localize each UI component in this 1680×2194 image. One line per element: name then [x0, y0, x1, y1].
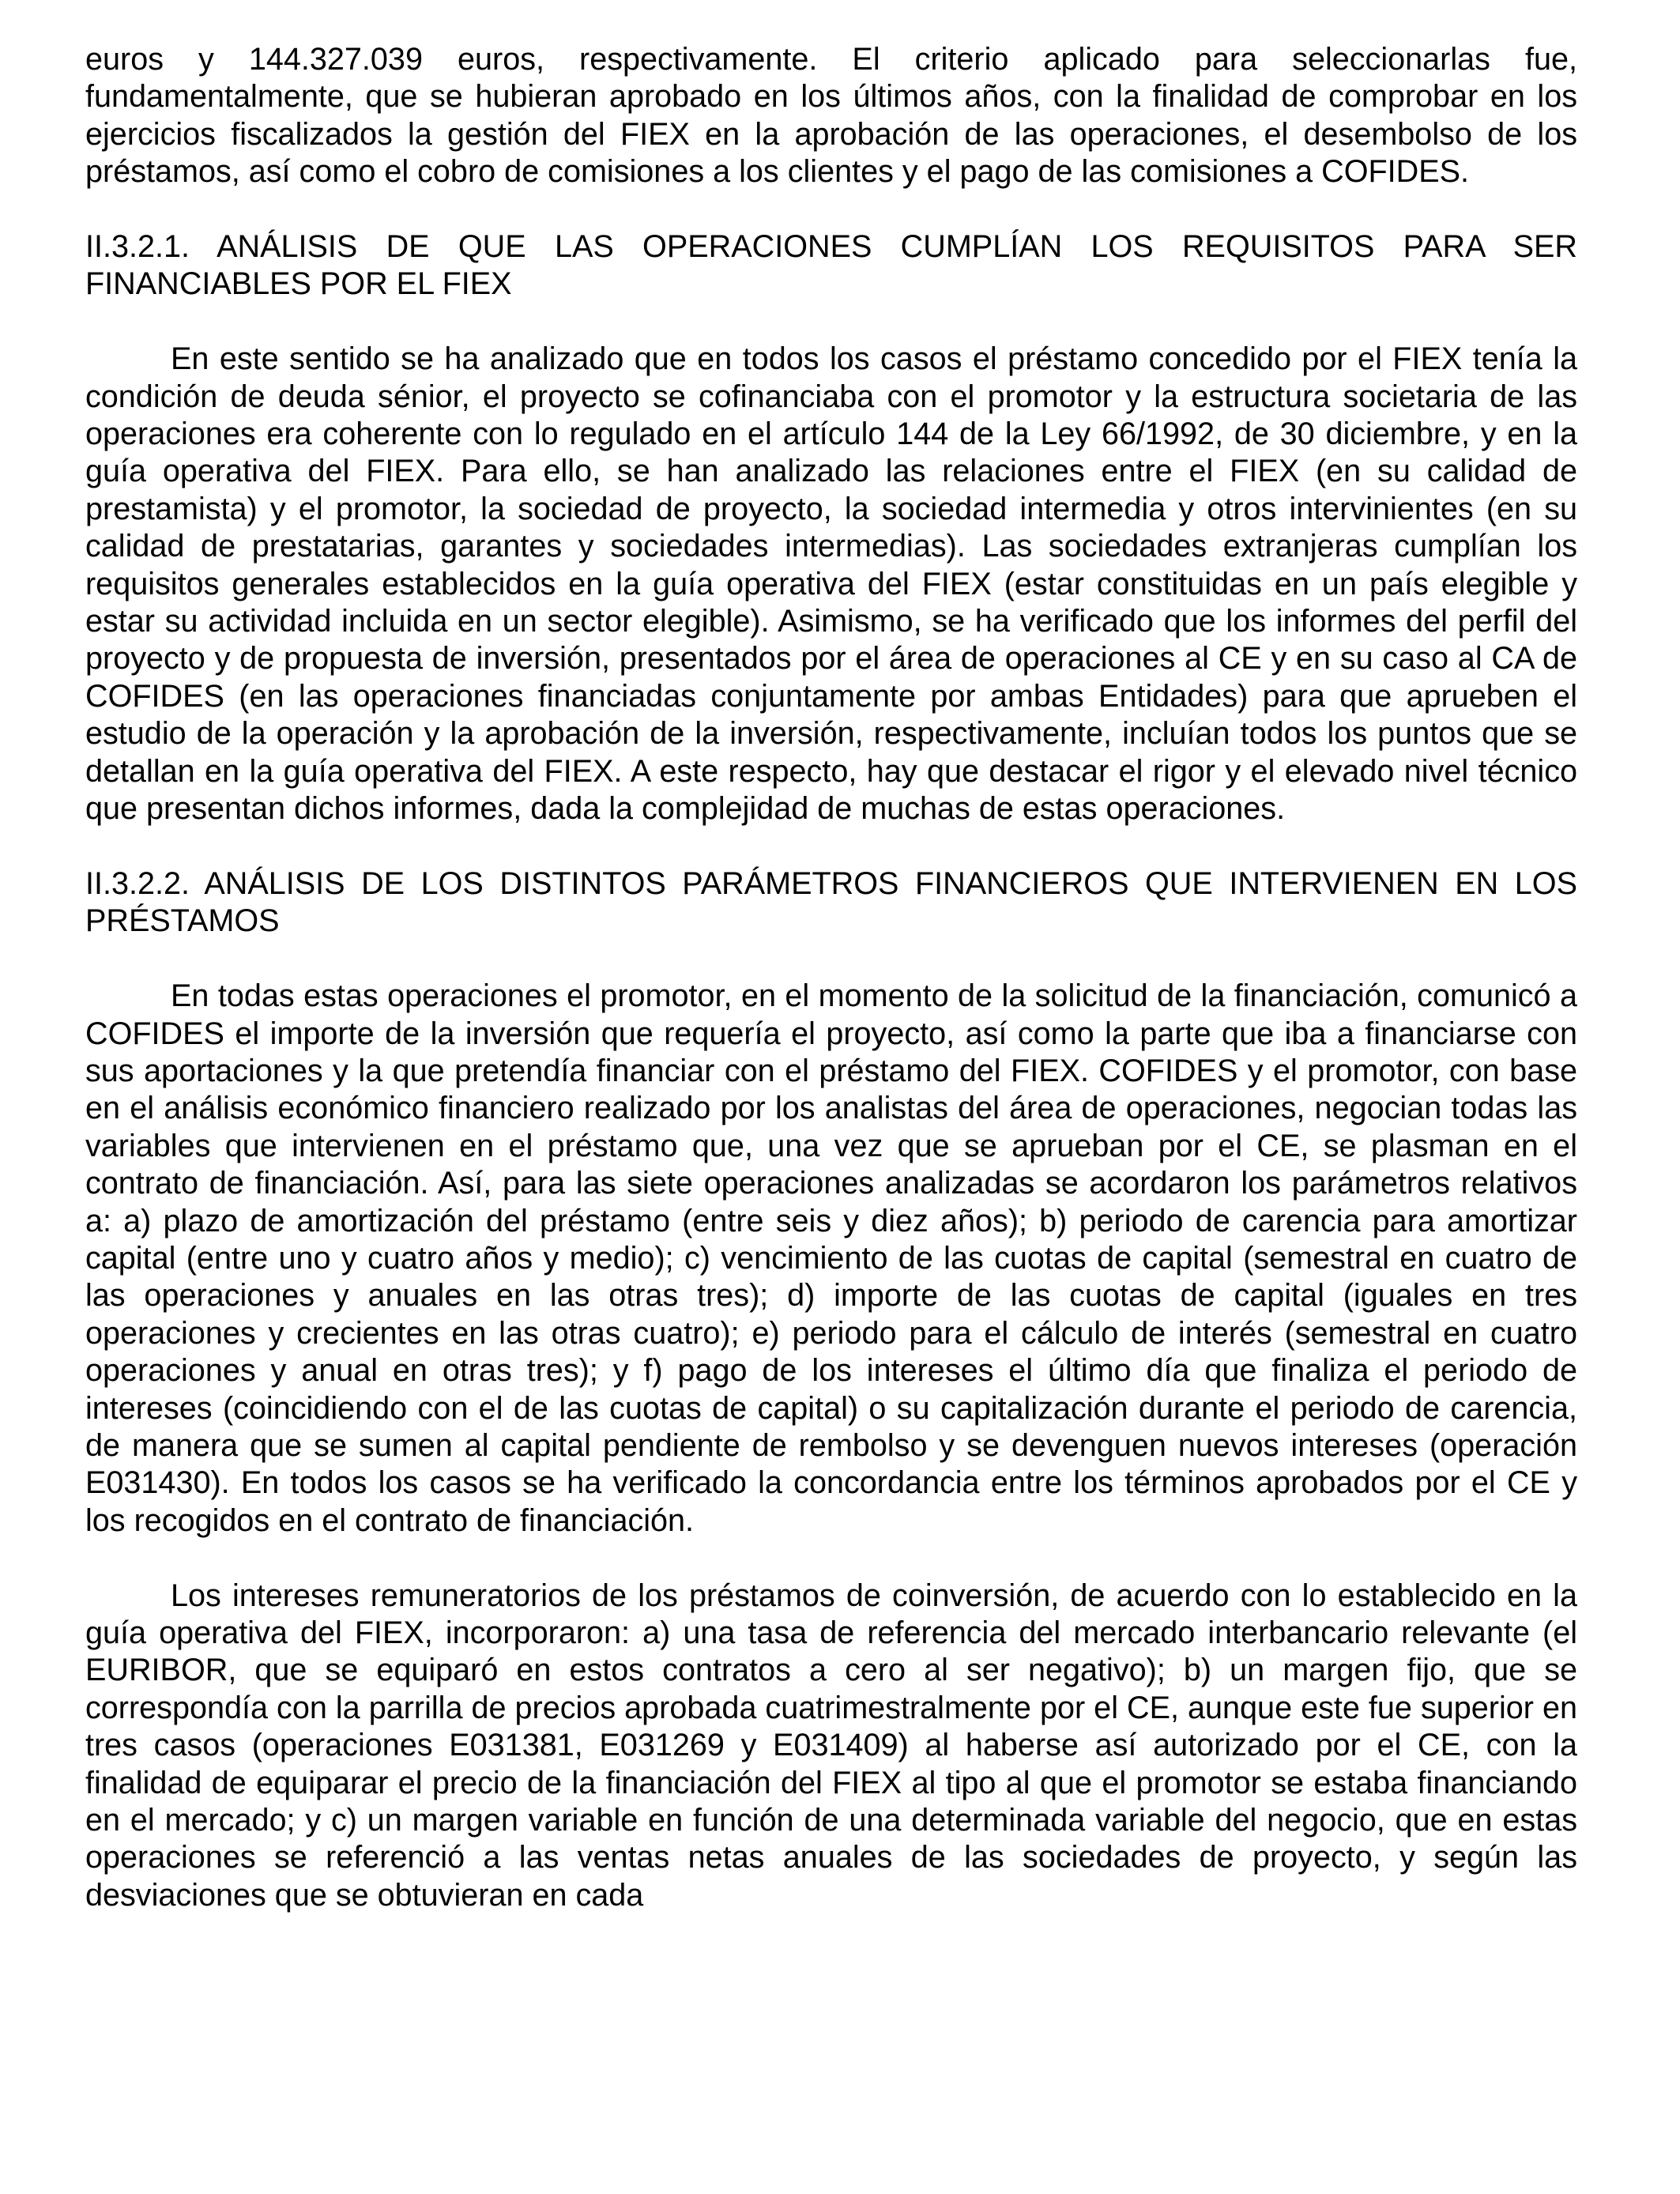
section-heading-ii-3-2-1: II.3.2.1. ANÁLISIS DE QUE LAS OPERACIONES CUMPLÍAN LOS REQUISITOS PARA SER FINANCIABLES POR EL FIEX [85, 229, 1577, 302]
paragraph-intereses: Los intereses remuneratorios de los préstamos de coinversión, de acuerdo con lo establecido en la guía operativa del FIEX, incorporaron: a) una tasa de referencia del mercado interbancario relevante (el EURIBOR, que se equiparó en estos contratos a cero al ser negativo); b) un margen fijo, que se correspondía con la parrilla de precios aprobada cuatrimestralmente por el CE, aunque este fue superior en tres casos (operaciones E031381, E031269 y E031409) al haberse así autorizado por el CE, con la finalidad de equiparar el precio de la financiación del FIEX al tipo al que el promotor se estaba financiando en el mercado; y c) un margen variable en función de una determinada variable del negocio, que en estas operaciones se referenció a las ventas netas anuales de las sociedades de proyecto, y según las desviaciones que se obtuvieran en cada [85, 1578, 1577, 1913]
spacer [85, 303, 1577, 341]
section-heading-ii-3-2-2: II.3.2.2. ANÁLISIS DE LOS DISTINTOS PARÁMETROS FINANCIEROS QUE INTERVIENEN EN LOS PRÉSTAMOS [85, 865, 1577, 939]
spacer [85, 941, 1577, 978]
document-page [85, 41, 1577, 1914]
paragraph-requisitos: En este sentido se ha analizado que en todos los casos el préstamo concedido por el FIEX tenía la condición de deuda sénior, el proyecto se cofinanciaba con el promotor y la estructura societaria de las operaciones era coherente con lo regulado en el artículo 144 de la Ley 66/1992, de 30 diciembre, y en la guía operativa del FIEX. Para ello, se han analizado las relaciones entre el FIEX (en su calidad de prestamista) y el promotor, la sociedad de proyecto, la sociedad intermedia y otros intervinientes (en su calidad de prestatarias, garantes y sociedades intermedias). Las sociedades extranjeras cumplían los requisitos generales establecidos en la guía operativa del FIEX (estar constituidas en un país elegible y estar su actividad incluida en un sector elegible). Asimismo, se ha verificado que los informes del perfil del proyecto y de propuesta de inversión, presentados por el área de operaciones al CE y en su caso al CA de COFIDES (en las operaciones financiadas conjuntamente por ambas Entidades) para que aprueben el estudio de la operación y la aprobación de la inversión, respectivamente, incluían todos los puntos que se detallan en la guía operativa del FIEX. A este respecto, hay que destacar el rigor y el elevado nivel técnico que presentan dichos informes, dada la complejidad de muchas de estas operaciones. [85, 341, 1577, 827]
paragraph-parametros: En todas estas operaciones el promotor, en el momento de la solicitud de la financiación, comunicó a COFIDES el importe de la inversión que requería el proyecto, así como la parte que iba a financiarse con sus aportaciones y la que pretendía financiar con el préstamo del FIEX. COFIDES y el promotor, con base en el análisis económico financiero realizado por los analistas del área de operaciones, negocian todas las variables que intervienen en el préstamo que, una vez que se aprueban por el CE, se plasman en el contrato de financiación. Así, para las siete operaciones analizadas se acordaron los parámetros relativos a: a) plazo de amortización del préstamo (entre seis y diez años); b) periodo de carencia para amortizar capital (entre uno y cuatro años y medio); c) vencimiento de las cuotas de capital (semestral en cuatro de las operaciones y anuales en las otras tres); d) importe de las cuotas de capital (iguales en tres operaciones y crecientes en las otras cuatro); e) periodo para el cálculo de interés (semestral en cuatro operaciones y anual en otras tres); y f) pago de los intereses el último día que finaliza el periodo de intereses (coincidiendo con el de las cuotas de capital) o su capitalización durante el periodo de carencia, de manera que se sumen al capital pendiente de rembolso y se devenguen nuevos intereses (operación E031430). En todos los casos se ha verificado la concordancia entre los términos aprobados por el CE y los recogidos en el contrato de financiación. [85, 978, 1577, 1538]
spacer [85, 191, 1577, 228]
spacer [85, 1540, 1577, 1577]
spacer [85, 828, 1577, 865]
intro-paragraph: euros y 144.327.039 euros, respectivamente. El criterio aplicado para seleccionarlas fue, fundamentalmente, que se hubieran aprobado en los últimos años, con la finalidad de comprobar en los ejercicios fiscalizados la gestión del FIEX en la aprobación de las operaciones, el desembolso de los préstamos, así como el cobro de comisiones a los clientes y el pago de las comisiones a COFIDES. [85, 42, 1577, 190]
